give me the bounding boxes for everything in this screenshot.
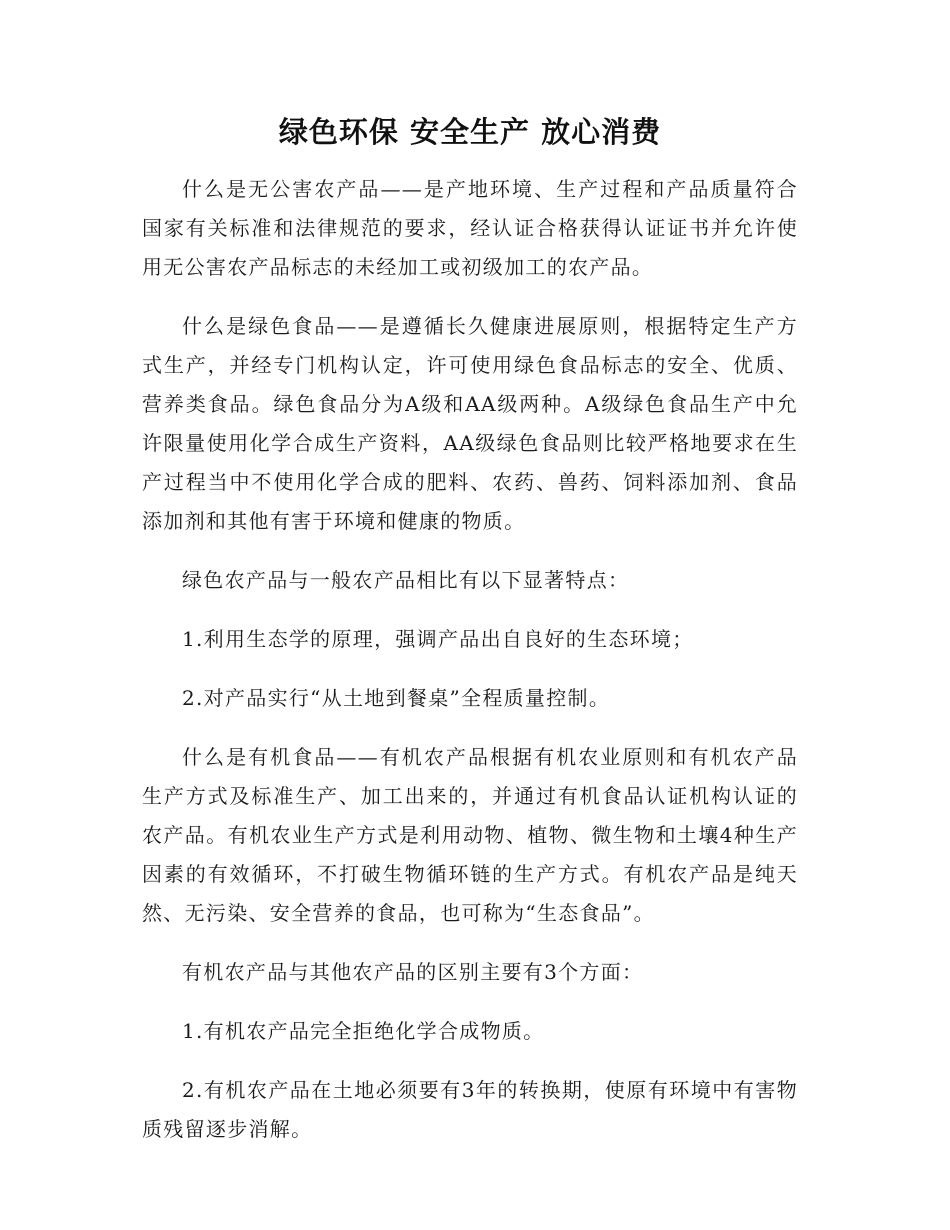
paragraph-green-feature-1: 1.利用生态学的原理，强调产品出自良好的生态环境； [182, 627, 694, 651]
paragraph-organic-difference-1: 1.有机农产品完全拒绝化学合成物质。 [182, 1019, 545, 1043]
paragraph-green-food-definition: 什么是绿色食品——是遵循长久健康进展原则，根据特定生产方式生产，并经专门机构认定，许可使用绿色食品标志的安全、优质、营养类食品。绿色食品分为A级和AA级两种。A级绿色食品生产中允许限量使用化学合成生产资料，AA级绿色食品则比较严格地要求在生产过程当中不使用化学合成的肥料、农药、兽药、饲料添加剂、食品添加剂和其他有害于环境和健康的物质。 [142, 314, 798, 533]
paragraph-pollution-free-definition: 什么是无公害农产品——是产地环境、生产过程和产品质量符合国家有关标准和法律规范的要求，经认证合格获得认证证书并允许使用无公害农产品标志的未经加工或初级加工的农产品。 [142, 177, 798, 279]
paragraph-organic-differences-intro: 有机农产品与其他农产品的区别主要有3个方面： [182, 960, 644, 984]
paragraph-green-feature-2: 2.对产品实行“从土地到餐桌”全程质量控制。 [182, 686, 611, 710]
document-title: 绿色环保 安全生产 放心消费 [278, 115, 662, 149]
paragraph-organic-food-definition: 什么是有机食品——有机农产品根据有机农业原则和有机农产品生产方式及标准生产、加工出来的，并通过有机食品认证机构认证的农产品。有机农业生产方式是利用动物、植物、微生物和土壤4种生产因素的有效循环，不打破生物循环链的生产方式。有机农产品是纯天然、无污染、安全营养的食品，也可称为“生态食品”。 [142, 745, 798, 925]
paragraph-green-features-intro: 绿色农产品与一般农产品相比有以下显著特点： [182, 568, 630, 592]
document-page [142, 112, 798, 1169]
paragraph-organic-difference-2: 2.有机农产品在土地必须要有3年的转换期，使原有环境中有害物质残留逐步消解。 [142, 1078, 798, 1141]
